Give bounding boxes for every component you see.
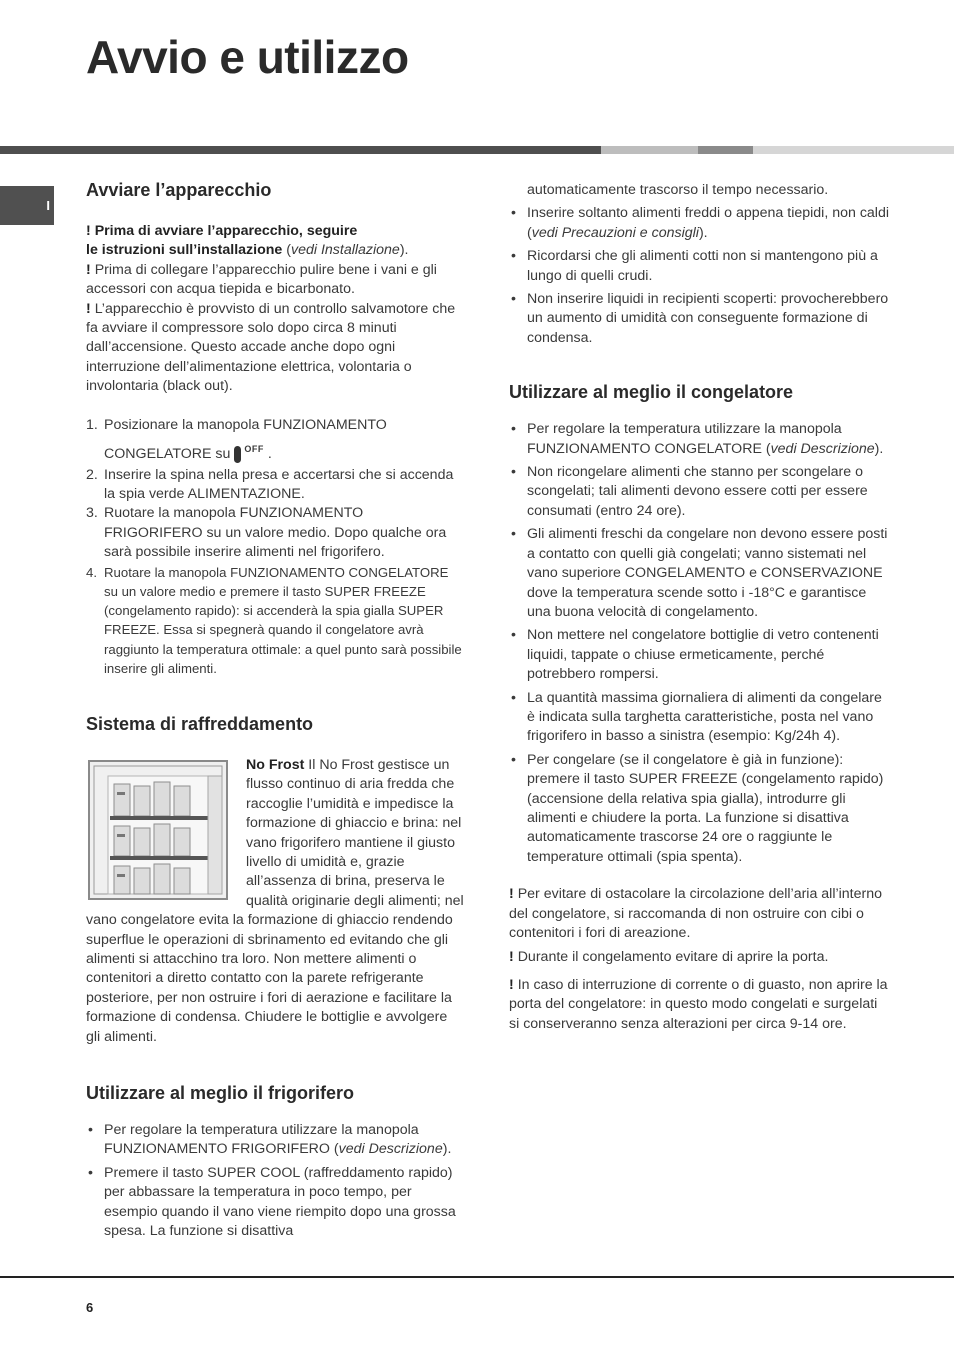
right-column [509,181,889,1034]
header-bar-pale [753,146,954,154]
section-heading-avviare: Avviare l’apparecchio [86,180,272,200]
freezer-warning-1: ! Per evitare di ostacolare la circolazione dell’aria all’interno del congelatore, si raccomanda di non ostruire con cibi o contenitori i fori di areazione. [509,886,883,941]
list-item: • Per regolare la temperatura utilizzare la manopola FUNZIONAMENTO CONGELATORE (vedi Descrizione). [509,420,889,459]
list-item: • Non inserire liquidi in recipienti scoperti: provocherebbero un aumento di umidità con conseguente formazione di condensa. [509,290,889,348]
freezer-warning-3: ! In caso di interruzione di corrente o di guasto, non aprire la porta del congelatore: in questo modo congelati e surgelati si conserveranno senza alterazioni per circa 9-14 ore. [509,976,888,1032]
footer-rule [0,1276,954,1278]
list-item: • Per congelare (se il congelatore è già in funzione): premere il tasto SUPER FREEZE (congelamento rapido) (accensione della relativa spia gialla), introdurre gli alimenti e chiudere la porta. La funzione si disattiva automaticamente trascorse 24 ore o raggiunte le temperature ottimali (spia spenta). [509,751,889,867]
warning-icon: ! [86,261,91,278]
step-4: 4. Ruotare la manopola FUNZIONAMENTO CONGELATORE su un valore medio e premere il tasto SUPER FREEZE (congelamento rapido): si accenderà la spia gialla SUPER FREEZE. Essa si spegnerà quando il congelatore avrà raggiunto la temperatura ottimale: a quel punto sarà possibile inserire gli alimenti. [86,564,462,676]
warning-icon: ! [509,886,514,903]
start-steps-list [86,413,464,678]
freezer-tips-list [509,420,889,867]
warning-paragraph-2: ! Prima di collegare l’apparecchio pulire bene i vani e gli accessori con acqua tiepida e bicarbonato. [86,261,437,298]
header-bar-dark [0,146,601,154]
language-tab: I [0,186,54,225]
list-item: • Gli alimenti freschi da congelare non devono essere posti a contatto con quelli già congelati; vanno sistemati nel vano superiore CONGELAMENTO e CONSERVAZIONE dove la temperatura scende sotto i -18°C e garantisce una buona velocità di congelamento. [509,525,889,622]
section-heading-congelatore: Utilizzare al meglio il congelatore [509,382,794,403]
list-item: • Non ricongelare alimenti che stanno per scongelare o scongelati; tali alimenti devono essere cotti per essere consumati (entro 24 ore). [509,463,889,521]
list-item: • La quantità massima giornaliera di alimenti da congelare è indicata sulla targhetta caratteristiche, posta nel vano frigorifero in basso a sinistra (esempio: Kg/24h 4). [509,689,889,747]
step-1: 1. Posizionare la manopola FUNZIONAMENTO CONGELATORE su $^{OFF}$ . [86,416,387,462]
step-2: 2. Inserire la spina nella presa e accertarsi che si accenda la spia verde ALIMENTAZIONE. [86,466,454,503]
no-frost-paragraph: No Frost Il No Frost gestisce un flusso continuo di aria fredda che raccoglie l’umidità e impedisce la formazione di ghiaccio e brina: nel vano frigorifero mantiene il giusto livello di umidità e, grazie all’assenza di brina, preserva le qualità originarie degli alimenti; nel vano congelatore evita la formazione di ghiaccio rendendo superflue le operazioni di sbrinamento ed evitando che gli alimenti si attacchino tra loro. Non mettere alimenti o contenitori a diretto contatto con la parete refrigerante posteriore, per non ostruire i fori di aerazione e facilitare la formazione di condensa. Chiudere le bottiglie e avvolgere gli alimenti. [86,756,464,1045]
list-item: • Non mettere nel congelatore bottiglie di vetro contenenti liquidi, tappate o chiuse ermeticamente, perché potrebbero rompersi. [509,626,889,684]
warning-icon: ! [86,300,91,317]
fridge-shelves-icon [90,762,226,898]
warning-paragraph-3: ! L’apparecchio è provvisto di un controllo salvamotore che fa avviare il compressore solo dopo circa 8 minuti dall’accensione. Questo accade anche dopo ogni interruzione dell’alimentazione elettrica, volontaria o involontaria (black out). [86,300,456,395]
warning-paragraph-1: ! Prima di avviare l’apparecchio, seguire le istruzioni sull’installazione (vedi Installazione). [86,223,409,259]
left-column [86,178,464,1245]
fridge-tips-list [86,1121,464,1241]
section-heading-frigorifero: Utilizzare al meglio il frigorifero [86,1083,355,1103]
header-bar-light [601,146,698,154]
list-item: • Inserire soltanto alimenti freddi o appena tiepidi, non caldi (vedi Precauzioni e consigli). [509,204,889,243]
section-heading-sistema: Sistema di raffreddamento [86,713,314,734]
freezer-warning-2: ! Durante il congelamento evitare di aprire la porta. [509,949,829,966]
no-frost-block [86,756,464,1047]
header-bar-mid [698,146,753,154]
continued-text: automaticamente trascorso il tempo necessario. [527,182,829,198]
warning-icon: ! [509,949,514,966]
page-number: 6 [86,1300,94,1315]
fridge-tips-list-cont [509,204,889,348]
list-item: • Ricordarsi che gli alimenti cotti non si mantengono più a lungo di quelli crudi. [509,247,889,286]
list-item: • Premere il tasto SUPER COOL (raffreddamento rapido) per abbassare la temperatura in poco tempo, per esempio quando il vano viene riempito dopo una grossa spesa. La funzione si disattiva [86,1164,464,1242]
step-3: 3. Ruotare la manopola FUNZIONAMENTO FRIGORIFERO su un valore medio. Dopo qualche ora sarà possibile inserire alimenti nel frigorifero. [86,505,447,561]
list-item: • Per regolare la temperatura utilizzare la manopola FUNZIONAMENTO FRIGORIFERO (vedi Descrizione). [86,1121,464,1160]
fridge-interior-illustration [88,760,228,900]
warning-icon: ! [86,223,91,239]
page-title: Avvio e utilizzo [86,31,409,83]
off-label: OFF [244,443,264,454]
knob-icon [234,446,241,463]
warning-icon: ! [509,976,514,993]
